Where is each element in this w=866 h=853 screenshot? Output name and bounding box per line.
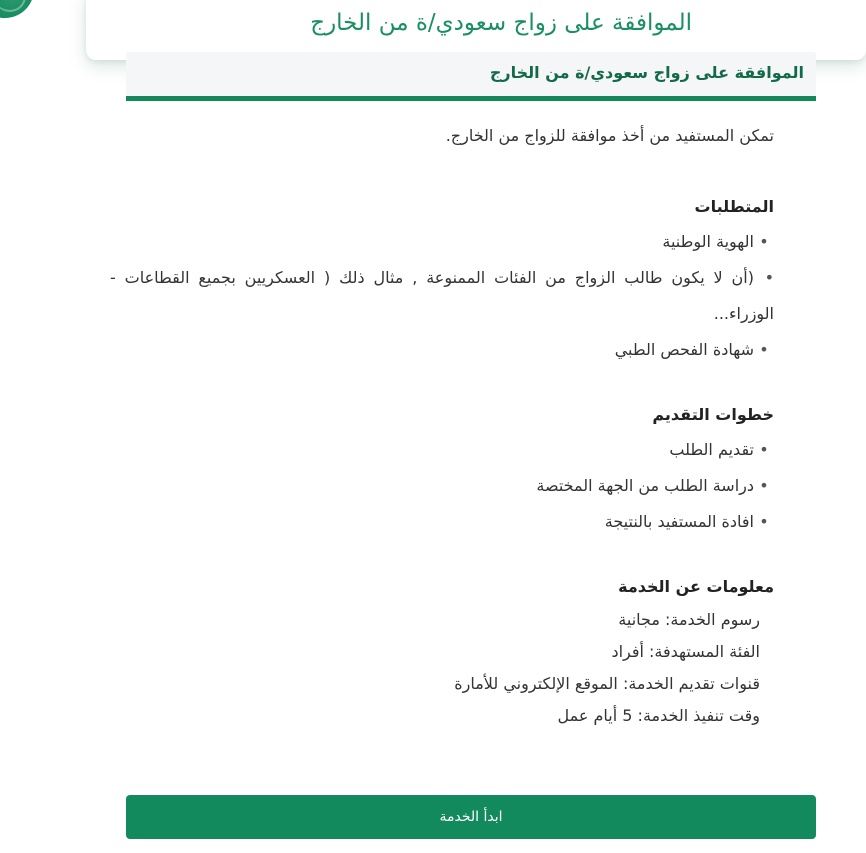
list-item: •(أن لا يكون طالب الزواج من الفئات الممنوعة , مثال ذلك ( العسكريين بجميع القطاعات - الوزراء... [110, 260, 774, 332]
start-service-button[interactable]: ابدأ الخدمة [126, 795, 816, 839]
bullet-icon: • [764, 268, 774, 287]
top-banner [86, 0, 866, 60]
bullet-icon: • [759, 512, 769, 531]
section-header [126, 52, 816, 101]
logo-decoration [0, 0, 34, 18]
target-group: الفئة المستهدفة: أفراد [611, 642, 760, 661]
list-item: •الهوية الوطنية [110, 224, 774, 260]
service-info-heading: معلومات عن الخدمة [618, 577, 774, 596]
list-item: •شهادة الفحص الطبي [110, 332, 774, 368]
service-info-list [110, 604, 774, 732]
service-description: تمكن المستفيد من أخذ موافقة للزواج من الخارج. [445, 126, 774, 145]
steps-heading: خطوات التقديم [652, 405, 774, 424]
list-item: •دراسة الطلب من الجهة المختصة [110, 468, 774, 504]
list-item: •افادة المستفيد بالنتيجة [110, 504, 774, 540]
service-fee: رسوم الخدمة: مجانية [618, 610, 760, 629]
requirements-heading: المتطلبات [694, 197, 774, 216]
banner-title: الموافقة على زواج سعودي/ة من الخارج [310, 10, 692, 36]
section-title: الموافقة على زواج سعودي/ة من الخارج [489, 63, 804, 82]
bullet-icon: • [759, 476, 769, 495]
service-channels: قنوات تقديم الخدمة: الموقع الإلكتروني للأمارة [454, 674, 760, 693]
service-content [110, 118, 774, 732]
steps-list [110, 432, 774, 540]
bullet-icon: • [759, 232, 769, 251]
bullet-icon: • [759, 440, 769, 459]
requirements-list [110, 224, 774, 368]
bullet-icon: • [759, 340, 769, 359]
service-duration: وقت تنفيذ الخدمة: 5 أيام عمل [557, 706, 760, 725]
list-item: •تقديم الطلب [110, 432, 774, 468]
